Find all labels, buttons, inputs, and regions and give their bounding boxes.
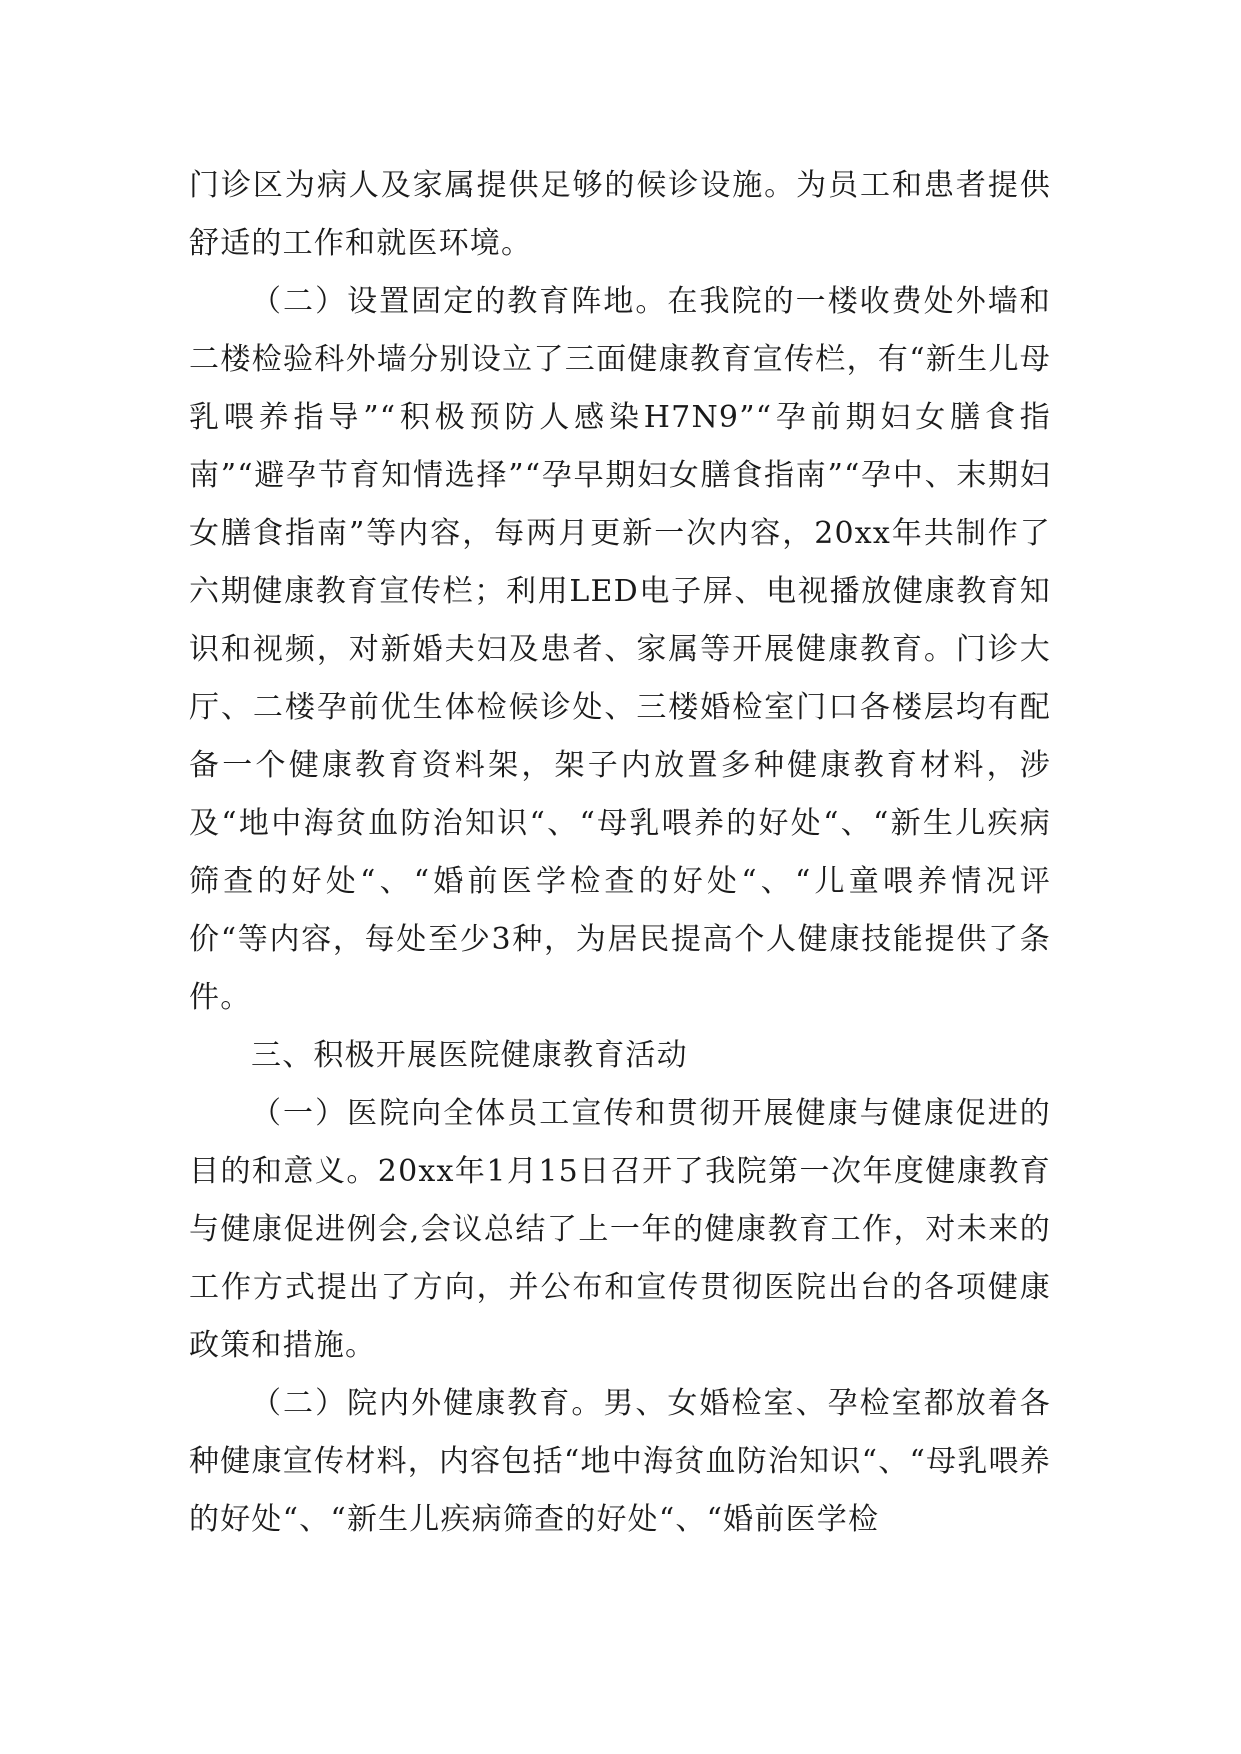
paragraph-education-base: （二）设置固定的教育阵地。在我院的一楼收费处外墙和二楼检验科外墙分别设立了三面健康教育宣传栏，有“新生儿母乳喂养指导”“积极预防人感染H7N9”“孕前期妇女膳食指南”“避孕节育知情选择”“孕早期妇女膳食指南”“孕中、末期妇女膳食指南”等内容，每两月更新一次内容，20xx年共制作了六期健康教育宣传栏；利用LED电子屏、电视播放健康教育知识和视频，对新婚夫妇及患者、家属等开展健康教育。门诊大厅、二楼孕前优生体检候诊处、三楼婚检室门口各楼层均有配备一个健康教育资料架，架子内放置多种健康教育材料，涉及“地中海贫血防治知识“、“母乳喂养的好处“、“新生儿疾病筛查的好处“、“婚前医学检查的好处“、“儿童喂养情况评价“等内容，每处至少3种，为居民提高个人健康技能提供了条件。 [189,284,1051,1015]
paragraph-staff-publicity: （一）医院向全体员工宣传和贯彻开展健康与健康促进的目的和意义。20xx年1月15日召开了我院第一次年度健康教育与健康促进例会,会议总结了上一年的健康教育工作，对未来的工作方式提出了方向，并公布和宣传贯彻医院出台的各项健康政策和措施。 [189,1096,1051,1363]
paragraph-continuation: 门诊区为病人及家属提供足够的候诊设施。为员工和患者提供舒适的工作和就医环境。 [189,168,1051,261]
section-heading-health-activities: 三、积极开展医院健康教育活动 [251,1038,688,1073]
document-body [189,157,1051,1549]
paragraph-in-out-hospital-education: （二）院内外健康教育。男、女婚检室、孕检室都放着各种健康宣传材料，内容包括“地中海贫血防治知识“、“母乳喂养的好处“、“新生儿疾病筛查的好处“、“婚前医学检 [189,1386,1051,1537]
